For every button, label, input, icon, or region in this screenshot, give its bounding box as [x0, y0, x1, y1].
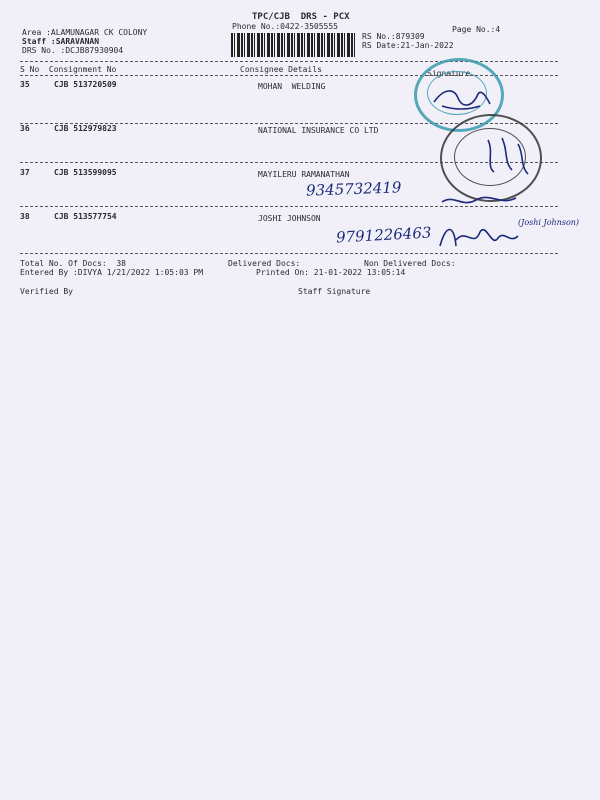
- signature-row36: [480, 132, 540, 182]
- column-consignment: S No Consignment No: [20, 65, 117, 74]
- handwritten-phone-row38: 9791226463: [335, 223, 432, 247]
- signature-row37: [440, 192, 520, 212]
- row-sno: 36: [20, 124, 30, 133]
- staff-signature: Staff Signature: [298, 287, 371, 296]
- row-consignment: CJB 513720509: [54, 80, 117, 89]
- row-consignee: JOSHI JOHNSON: [258, 214, 321, 223]
- drs-number: DRS No. :DCJB87930904: [22, 46, 124, 55]
- printed-on: Printed On: 21-01-2022 13:05:14: [256, 268, 406, 277]
- handwritten-name-row38: (Joshi Johnson): [518, 218, 580, 227]
- verified-by: Verified By: [20, 287, 73, 296]
- signature-row35: [432, 84, 492, 114]
- signature-row38: [436, 218, 520, 254]
- row-consignee: MAYILERU RAMANATHAN: [258, 170, 350, 179]
- non-delivered-docs: Non Delivered Docs:: [364, 259, 456, 268]
- rs-number: RS No.:879309: [362, 32, 425, 41]
- entered-by: Entered By :DIVYA 1/21/2022 1:05:03 PM: [20, 268, 204, 277]
- row-consignment: CJB 513599095: [54, 168, 117, 177]
- rs-date: RS Date:21-Jan-2022: [362, 41, 454, 50]
- delivered-docs: Delivered Docs:: [228, 259, 301, 268]
- column-consignee: Consignee Details: [240, 65, 322, 74]
- document-title: TPC/CJB DRS - PCX: [252, 12, 350, 22]
- row-consignee: NATIONAL INSURANCE CO LTD: [258, 126, 379, 135]
- row-sno: 38: [20, 212, 30, 221]
- row-consignee: MOHAN WELDING: [258, 82, 326, 91]
- row-sno: 35: [20, 80, 30, 89]
- total-docs: Total No. Of Docs: 38: [20, 259, 126, 268]
- handwritten-phone-row37: 9345732419: [305, 178, 402, 200]
- column-signature: Signature: [427, 69, 471, 78]
- area-label: Area :ALAMUNAGAR CK COLONY: [22, 28, 148, 37]
- staff-label: Staff :SARAVANAN: [22, 37, 100, 46]
- row-consignment: CJB 512979823: [54, 124, 117, 133]
- barcode-image: [231, 33, 357, 57]
- row-sno: 37: [20, 168, 30, 177]
- row-consignment: CJB 513577754: [54, 212, 117, 221]
- page-number: Page No.:4: [452, 25, 501, 34]
- phone-number: Phone No.:0422-3505555: [232, 22, 338, 31]
